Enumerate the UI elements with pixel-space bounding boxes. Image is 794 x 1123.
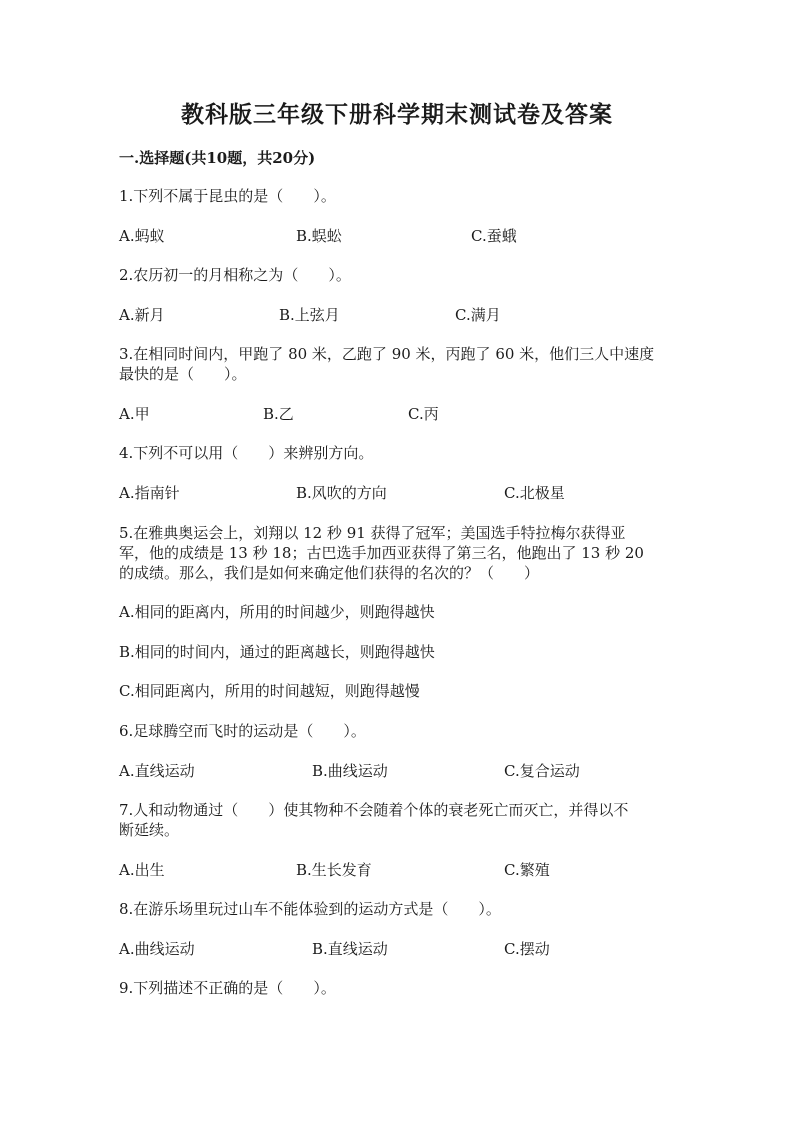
q8-option-c: C.摆动 bbox=[504, 940, 550, 958]
q1-option-b: B.蜈蚣 bbox=[296, 227, 342, 245]
q5-option-b: B.相同的时间内，通过的距离越长，则跑得越快 bbox=[119, 643, 435, 661]
q4-option-c: C.北极星 bbox=[504, 484, 565, 502]
q2-option-b: B.上弦月 bbox=[279, 306, 340, 324]
q6-option-c: C.复合运动 bbox=[504, 762, 580, 780]
question-7-line-1: 7.人和动物通过（ ）使其物种不会随着个体的衰老死亡而灭亡，并得以不 bbox=[119, 801, 629, 819]
question-8: 8.在游乐场里玩过山车不能体验到的运动方式是（ ）。 bbox=[119, 900, 501, 918]
q3-option-c: C.丙 bbox=[408, 405, 439, 423]
question-6: 6.足球腾空而飞时的运动是（ ）。 bbox=[119, 722, 366, 740]
q1-option-c: C.蚕蛾 bbox=[471, 227, 517, 245]
q3-option-a: A.甲 bbox=[119, 405, 150, 423]
q5-option-c: C.相同距离内，所用的时间越短，则跑得越慢 bbox=[119, 682, 420, 700]
q7-option-b: B.生长发育 bbox=[296, 861, 372, 879]
q3-option-b: B.乙 bbox=[263, 405, 294, 423]
q2-option-c: C.满月 bbox=[455, 306, 501, 324]
q6-option-b: B.曲线运动 bbox=[312, 762, 388, 780]
q4-option-b: B.风吹的方向 bbox=[296, 484, 387, 502]
question-3-line-1: 3.在相同时间内，甲跑了 80 米，乙跑了 90 米，丙跑了 60 米，他们三人中速度 bbox=[119, 345, 655, 363]
q6-option-a: A.直线运动 bbox=[119, 762, 195, 780]
question-5-line-1: 5.在雅典奥运会上，刘翔以 12 秒 91 获得了冠军；美国选手特拉梅尔获得亚 bbox=[119, 524, 626, 542]
question-9: 9.下列描述不正确的是（ ）。 bbox=[119, 979, 336, 997]
question-4: 4.下列不可以用（ ）来辨别方向。 bbox=[119, 444, 374, 462]
q1-option-a: A.蚂蚁 bbox=[119, 227, 165, 245]
question-2: 2.农历初一的月相称之为（ ）。 bbox=[119, 266, 351, 284]
page-title: 教科版三年级下册科学期末测试卷及答案 bbox=[181, 101, 613, 128]
q8-option-b: B.直线运动 bbox=[312, 940, 388, 958]
q8-option-a: A.曲线运动 bbox=[119, 940, 195, 958]
question-7 bbox=[119, 800, 679, 840]
question-5-line-2: 军，他的成绩是 13 秒 18；古巴选手加西亚获得了第三名，他跑出了 13 秒 20 bbox=[119, 544, 644, 562]
q5-option-a: A.相同的距离内，所用的时间越少，则跑得越快 bbox=[119, 603, 435, 621]
q7-option-a: A.出生 bbox=[119, 861, 165, 879]
question-7-line-2: 断延续。 bbox=[119, 821, 180, 839]
section-heading: 一.选择题(共10题，共20分) bbox=[119, 149, 316, 167]
question-3-line-2: 最快的是（ ）。 bbox=[119, 365, 247, 383]
question-3 bbox=[119, 344, 679, 384]
question-5 bbox=[119, 523, 679, 583]
question-5-line-3: 的成绩。那么，我们是如何来确定他们获得的名次的？（ ） bbox=[119, 564, 540, 582]
q4-option-a: A.指南针 bbox=[119, 484, 180, 502]
q7-option-c: C.繁殖 bbox=[504, 861, 550, 879]
question-1: 1.下列不属于昆虫的是（ ）。 bbox=[119, 187, 336, 205]
q2-option-a: A.新月 bbox=[119, 306, 165, 324]
